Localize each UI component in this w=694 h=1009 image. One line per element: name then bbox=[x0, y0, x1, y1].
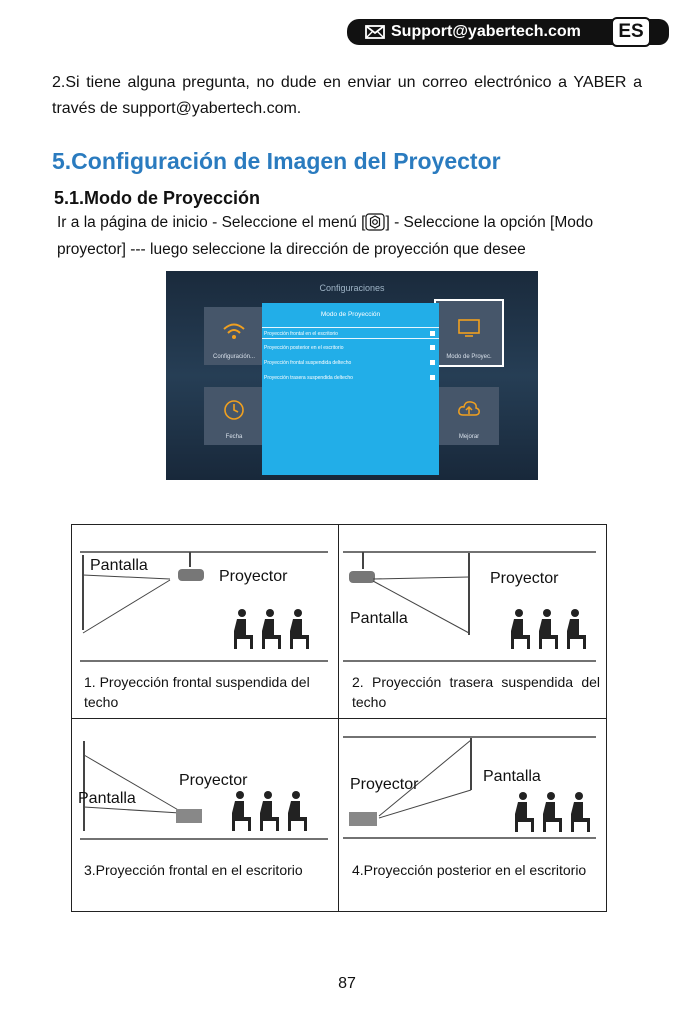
projector-icon bbox=[349, 571, 375, 583]
intro-paragraph: 2.Si tiene alguna pregunta, no dude en enviar un correo electrónico a YABER a través de support@yabertech.com. bbox=[52, 74, 642, 117]
option-rear-ceiling[interactable]: Proyección trasera suspendida deltecho bbox=[262, 372, 439, 384]
checkbox-icon[interactable] bbox=[430, 375, 435, 380]
audience-icon bbox=[232, 791, 307, 831]
monitor-icon bbox=[458, 319, 480, 337]
label-projector: Proyector bbox=[179, 772, 248, 789]
label-projector: Proyector bbox=[350, 776, 419, 793]
support-email-badge bbox=[347, 19, 647, 45]
audience-icon bbox=[515, 792, 590, 832]
tile-modo-proyeccion[interactable] bbox=[434, 299, 504, 367]
label-screen: Pantalla bbox=[78, 790, 136, 807]
cloud-upload-icon bbox=[457, 399, 481, 419]
clock-icon bbox=[223, 399, 245, 421]
audience-icon bbox=[511, 609, 586, 649]
audience-icon bbox=[234, 609, 309, 649]
subsection-title: 5.1.Modo de Proyección bbox=[54, 188, 261, 208]
projector-icon bbox=[178, 569, 204, 581]
option-front-desktop[interactable]: Proyección frontal en el escritorio bbox=[262, 327, 439, 339]
settings-title: Configuraciones bbox=[319, 283, 385, 293]
page-number: 87 bbox=[338, 975, 356, 992]
projection-mode-dialog bbox=[262, 303, 439, 475]
projector-icon bbox=[176, 809, 202, 823]
tile-label: Mejorar bbox=[458, 434, 480, 440]
checkbox-icon[interactable] bbox=[430, 360, 435, 365]
section-title: 5.Configuración de Imagen del Proyector bbox=[52, 148, 501, 174]
option-front-ceiling[interactable]: Proyección frontal suspendida deltecho bbox=[262, 357, 439, 369]
label-screen: Pantalla bbox=[90, 557, 148, 574]
projector-icon bbox=[349, 812, 377, 826]
caption-ceiling-front: 1. Proyección frontal suspendida del techo bbox=[84, 674, 310, 710]
caption-desktop-rear: 4.Proyección posterior en el escritorio bbox=[352, 862, 587, 878]
gear-icon bbox=[365, 213, 385, 238]
dialog-title: Modo de Proyección bbox=[320, 311, 381, 318]
label-projector: Proyector bbox=[219, 568, 288, 585]
wifi-icon bbox=[222, 321, 246, 341]
instruction-part1: Ir a la página de inicio - Seleccione el menú [ bbox=[57, 214, 366, 231]
tile-configuracion[interactable] bbox=[204, 307, 264, 365]
instruction-part2: ] - Seleccione la opción [Modo proyector] --- luego seleccione la dirección de proyección que desee bbox=[57, 214, 594, 258]
tile-label: Modo de Proyec. bbox=[446, 354, 492, 360]
support-email: Support@yabertech.com bbox=[391, 23, 581, 40]
label-projector: Proyector bbox=[490, 570, 559, 587]
checkbox-icon[interactable] bbox=[430, 331, 435, 336]
tile-mejorar[interactable] bbox=[439, 387, 499, 445]
checkbox-icon[interactable] bbox=[430, 345, 435, 350]
caption-ceiling-rear: 2. Proyección trasera suspendida del techo bbox=[352, 674, 600, 710]
envelope-icon bbox=[365, 25, 385, 39]
label-screen: Pantalla bbox=[350, 610, 408, 627]
support-header bbox=[347, 17, 669, 47]
language-badge: ES bbox=[611, 17, 651, 47]
label-screen: Pantalla bbox=[483, 768, 541, 785]
settings-screenshot bbox=[166, 271, 538, 480]
tile-label: Fecha bbox=[225, 434, 243, 440]
option-rear-desktop[interactable]: Proyección posterior en el escritorio bbox=[262, 342, 439, 354]
caption-desktop-front: 3.Proyección frontal en el escritorio bbox=[84, 862, 303, 878]
table-divider bbox=[71, 718, 607, 719]
diagram-ceiling-rear bbox=[343, 545, 598, 665]
instruction-text bbox=[57, 211, 657, 261]
tile-fecha[interactable] bbox=[204, 387, 264, 445]
tile-label: Configuración... bbox=[212, 354, 256, 360]
